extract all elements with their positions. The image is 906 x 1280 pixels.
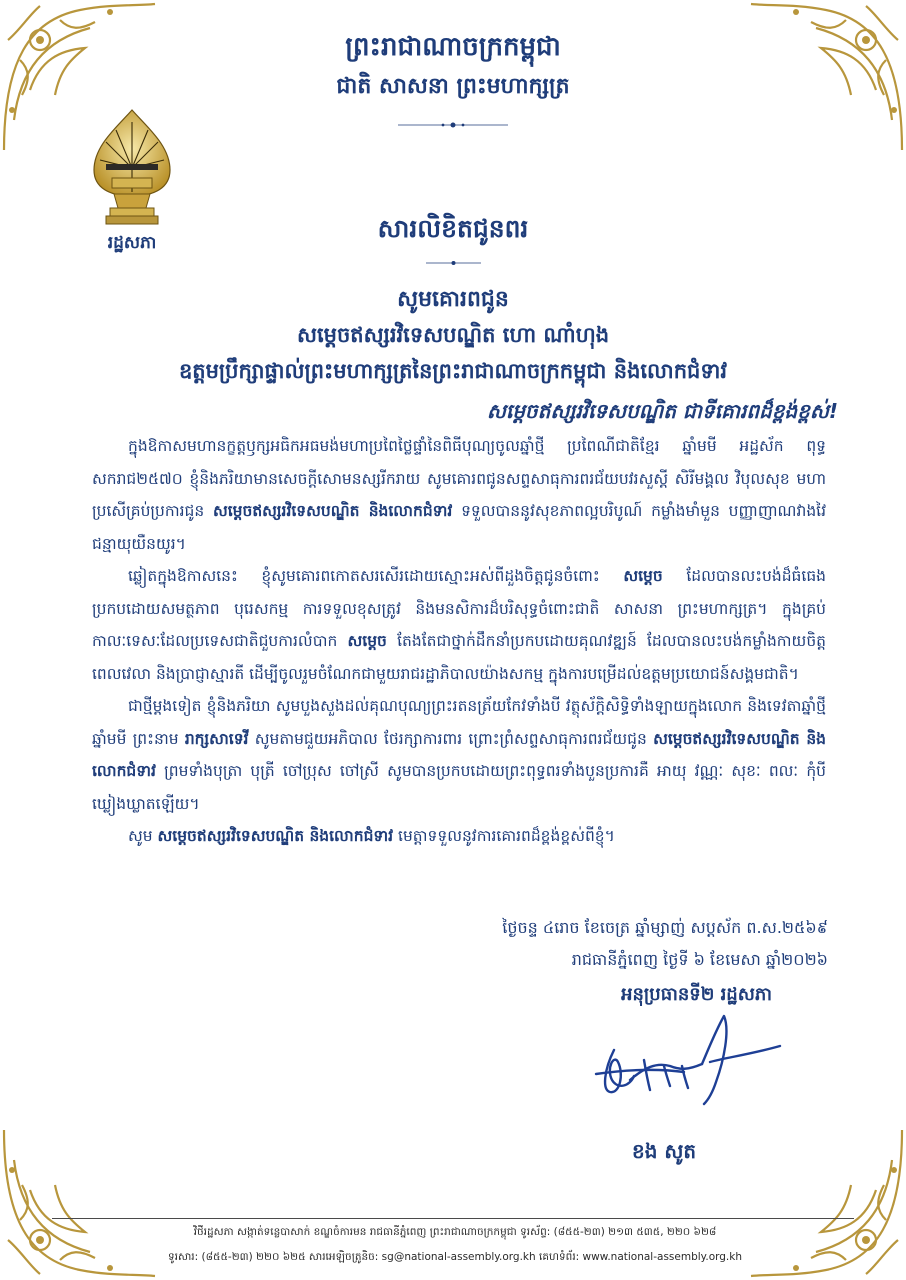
salutation-line: សូមគោរពជូន: [397, 287, 509, 312]
paragraph-2: [92, 560, 826, 690]
handwritten-signature: [584, 1010, 784, 1110]
title-divider: [426, 258, 481, 268]
paragraph-2-text-b: ដែលបានលះបង់ដ៏ធំធេងប្រកបដោយសមត្ថភាព បុរេសកម្ម ការទទួលខុសត្រូវ និងមនសិការដ៏បរិសុទ្ធចំពោះជាតិ សាសនា ព្រះមហាក្សត្រ។ ក្នុងគ្រប់កាលៈទេសៈដែលប្រទេសជាតិជួបការលំបាក: [92, 567, 826, 650]
paragraph-1-end: ទទួលបាននូវសុខភាពល្អបរិបូណ៍ កម្លាំងមាំមួន បញ្ញាញាណវាងវៃ ជន្មាយុយឺនយូរ។: [92, 502, 826, 553]
paragraph-3-bold-1: រាក្សសាទេវី: [184, 729, 249, 748]
paragraph-2-bold-1: សម្តេច: [623, 567, 663, 585]
paragraph-1-bold: សម្តេចឥស្សរវិទេសបណ្ឌិត និងលោកជំទាវ: [212, 502, 453, 520]
national-motto: ជាតិ សាសនា ព្រះមហាក្សត្រ: [336, 74, 570, 99]
addressee-name: សម្តេចឥស្សរវិទេសបណ្ឌិត ហោ ណាំហុង: [296, 323, 610, 347]
paragraph-2-text-c: តែងតែជាថ្នាក់ដឹកនាំប្រកបដោយគុណវឌ្ឍន៍ ដែលបានលះបង់កម្លាំងកាយចិត្ត ពេលវេលា និងប្រាជ្ញាស្មារតី ដើម្បីចូលរួមចំណែកជាមួយរាជរដ្ឋាភិបាលយ៉ាងសកម្ម ក្នុងការបម្រើដល់ឧត្តមប្រយោជន៍សង្គមជាតិ។: [92, 632, 826, 683]
footer-contacts: ទូរសារ: (៨៥៥-២៣) ២២០ ៦២៥ សារអេឡិចត្រូនិច: sg@national-assembly.org.kh គេហទំព័រ: www.national-assembly.org.kh: [167, 1251, 743, 1263]
addressee-position: ឧត្តមប្រឹក្សាផ្ទាល់ព្រះមហាក្សត្រនៃព្រះរាជាណាចក្រកម្ពុជា និងលោកជំទាវ: [178, 359, 728, 383]
paragraph-4-text-a: សូម: [128, 827, 158, 845]
header-divider: [398, 120, 508, 130]
paragraph-4: [92, 820, 826, 853]
paragraph-3: [92, 690, 826, 820]
paragraph-2-text-a: ឆ្លៀតក្នុងឱកាសនេះ ខ្ញុំសូមគោរពកោតសរសើរដោយស្មោះអស់ពីដួងចិត្តជូនចំពោះ: [128, 567, 624, 585]
letter-body: [92, 430, 826, 853]
paragraph-3-text-c: ព្រមទាំងបុត្រា បុត្រី ចៅប្រុស ចៅស្រី សូមបានប្រកបដោយព្រះពុទ្ធពរទាំងបួនប្រការគឺ អាយុ វណ្ណៈ សុខៈ ពលៈ កុំបីឃ្លៀងឃ្លាតឡើយ។: [92, 762, 826, 813]
paragraph-1-text: ក្នុងឱកាសមហានក្ខត្តឫក្សអធិកអធមង់មហាប្រពៃថ្លៃផ្ទាំនៃពិធីបុណ្យចូលឆ្នាំថ្មី ប្រពៃណីជាតិខ្មែរ ឆ្នាំមមី អដ្ឋស័ក ពុទ្ធសករាជ២៥៧០ ខ្ញុំនិងភរិយាមានសេចក្តីសោមនស្សរីករាយ សូមគោរពជូនសព្ទសាធុការពរជ័យបវរសួស្តី សិរីមង្គល វិបុលសុខ មហាប្រសើគ្រប់ប្រការជូន: [92, 437, 826, 520]
paragraph-1: [92, 430, 826, 560]
paragraph-3-text-a: ជាថ្មីម្តងទៀត ខ្ញុំនិងភរិយា សូមបួងសួងដល់គុណបុណ្យព្រះរតនត្រ័យកែវទាំងបី វត្ថុស័ក្តិសិទ្ធិទាំងឡាយក្នុងលោក និងទេវតាឆ្នាំថ្មី ឆ្នាំមមី ព្រះនាម: [92, 697, 826, 748]
paragraph-3-bold-2: សម្តេចឥស្សរវិទេសបណ្ឌិត និងលោកជំទាវ: [92, 729, 827, 780]
paragraph-3-text-b: សូមតាមជួយអភិបាល ថែរក្សាការពារ ព្រោះព្រំសព្ទសាធុការពរជ័យជូន: [248, 729, 654, 748]
signatory-name: ខង សូត: [632, 1139, 697, 1163]
paragraph-4-text-b: មេត្តាទទួលនូវការគោរពដ៏ខ្ពង់ខ្ពស់ពីខ្ញុំ។: [393, 827, 615, 845]
paragraph-4-bold: សម្តេចឥស្សរវិទេសបណ្ឌិត និងលោកជំទាវ: [157, 827, 394, 845]
signatory-title: អនុប្រធានទី២ រដ្ឋសភា: [621, 984, 772, 1005]
lunar-date: ថ្ងៃចន្ទ ៤រោច ខែចេត្រ ឆ្នាំម្សាញ់ សប្តស័ក ព.ស.២៥៦៩: [502, 918, 828, 937]
footer-divider: [52, 1218, 854, 1219]
kingdom-heading: ព្រះរាជាណាចក្រកម្ពុជា: [345, 32, 561, 62]
solar-date: រាជធានីភ្នំពេញ ថ្ងៃទី ៦ ខែមេសា ឆ្នាំ២០២៦: [571, 950, 828, 969]
letter-title: សារលិខិតជូនពរ: [377, 214, 529, 243]
addressee-spouse: សម្តេចឥស្សរវិទេសបណ្ឌិត ជាទីគោរពដ៏ខ្ពង់ខ្ពស់!: [486, 399, 838, 423]
organization-name: រដ្ឋសភា: [107, 233, 157, 253]
footer-address: វិថីរដ្ឋសភា សង្កាត់ទន្លេបាសាក់ ខណ្ឌចំការមន រាជធានីភ្នំពេញ ព្រះរាជាណាចក្រកម្ពុជា ទូរស័ព្ទ: (៨៥៥-២៣) ២១៣ ៥៣៥, ២២០ ៦២៨: [193, 1226, 717, 1238]
national-assembly-emblem: [88, 108, 176, 226]
paragraph-2-bold-2: សម្តេច: [347, 632, 387, 650]
